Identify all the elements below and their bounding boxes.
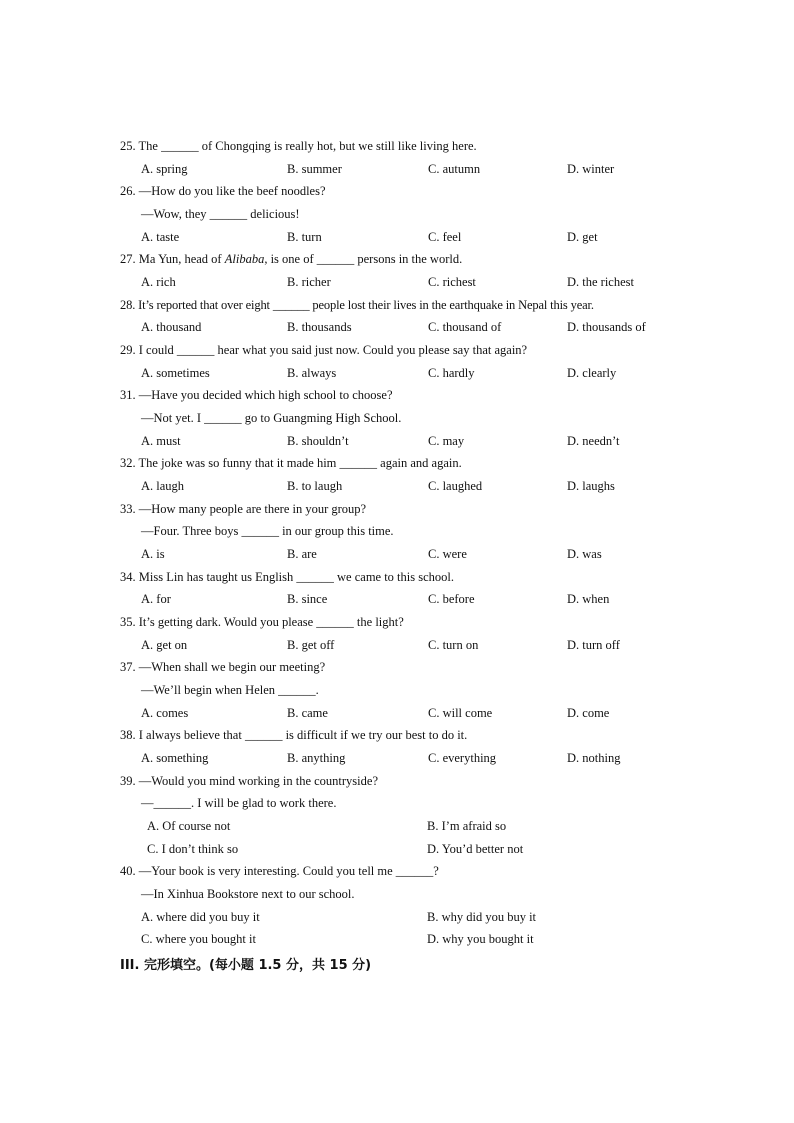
question-33-line2: —Four. Three boys ______ in our group this time. (141, 524, 394, 538)
question-32-stem: 32. The joke was so funny that it made him ______ again and again. (120, 456, 462, 470)
question-33-stem: 33. —How many people are there in your group? (120, 502, 367, 516)
question-25-stem: 25. The ______ of Chongqing is really hot, but we still like living here. (120, 139, 477, 153)
question-37-line2: —We’ll begin when Helen ______. (141, 683, 319, 697)
question-29-option-a: A. sometimes (141, 366, 210, 380)
question-31-option-a: A. must (141, 434, 181, 448)
question-26-option-b: B. turn (287, 230, 322, 244)
question-38-option-a: A. something (141, 751, 209, 765)
question-25-option-a: A. spring (141, 162, 188, 176)
question-34-option-d: D. when (567, 592, 610, 606)
question-34-option-c: C. before (428, 592, 475, 606)
question-35-stem: 35. It’s getting dark. Would you please ______ the light? (120, 615, 404, 629)
question-29-option-d: D. clearly (567, 366, 617, 380)
question-39-option-d: D. You’d better not (427, 842, 524, 856)
question-26-option-d: D. get (567, 230, 598, 244)
question-27-option-d: D. the richest (567, 275, 634, 289)
question-39-option-a: A. Of course not (147, 819, 231, 833)
question-27-stem-pre: 27. Ma Yun, head of (120, 252, 225, 266)
question-26-line2: —Wow, they ______ delicious! (141, 207, 300, 221)
question-32-option-a: A. laugh (141, 479, 185, 493)
question-33-option-d: D. was (567, 547, 602, 561)
question-40-stem: 40. —Your book is very interesting. Could you tell me ______? (120, 864, 439, 878)
question-35-option-b: B. get off (287, 638, 335, 652)
question-40-option-d: D. why you bought it (427, 932, 534, 946)
question-40-option-c: C. where you bought it (141, 932, 256, 946)
question-28-option-c: C. thousand of (428, 320, 502, 334)
question-39-option-c: C. I don’t think so (147, 842, 239, 856)
question-26-stem: 26. —How do you like the beef noodles? (120, 184, 326, 198)
question-26-option-c: C. feel (428, 230, 462, 244)
question-37-option-b: B. came (287, 706, 328, 720)
question-40-line2: —In Xinhua Bookstore next to our school. (141, 887, 355, 901)
question-27-stem (120, 251, 462, 267)
question-28-stem: 28. It’s reported that over eight ______ people lost their lives in the earthquake in Nepal this year. (120, 298, 594, 312)
question-28-option-a: A. thousand (141, 320, 202, 334)
question-32-option-b: B. to laugh (287, 479, 343, 493)
question-27-stem-italic: Alibaba (224, 252, 265, 266)
section-3-heading: III. 完形填空。(每小题 1.5 分，共 15 分) (120, 958, 372, 973)
question-27-stem-post: , is one of ______ persons in the world. (264, 252, 463, 266)
question-27-option-c: C. richest (428, 275, 476, 289)
question-35-option-c: C. turn on (428, 638, 479, 652)
question-29-stem: 29. I could ______ hear what you said just now. Could you please say that again? (120, 343, 528, 357)
question-31-option-b: B. shouldn’t (287, 434, 349, 448)
question-27-option-b: B. richer (287, 275, 331, 289)
question-26-option-a: A. taste (141, 230, 180, 244)
question-35-option-d: D. turn off (567, 638, 620, 652)
question-37-option-a: A. comes (141, 706, 189, 720)
question-28-option-d: D. thousands of (567, 320, 646, 334)
question-37-option-d: D. come (567, 706, 610, 720)
question-39-line2: —______. I will be glad to work there. (141, 796, 337, 810)
question-35-option-a: A. get on (141, 638, 188, 652)
question-25-option-c: C. autumn (428, 162, 481, 176)
question-34-option-b: B. since (287, 592, 328, 606)
question-37-stem: 37. —When shall we begin our meeting? (120, 660, 326, 674)
question-32-option-d: D. laughs (567, 479, 615, 493)
question-34-stem: 34. Miss Lin has taught us English ______ we came to this school. (120, 570, 455, 584)
question-33-option-c: C. were (428, 547, 467, 561)
question-25-option-d: D. winter (567, 162, 615, 176)
question-38-option-b: B. anything (287, 751, 346, 765)
question-25-option-b: B. summer (287, 162, 342, 176)
question-39-option-b: B. I’m afraid so (427, 819, 507, 833)
question-29-option-c: C. hardly (428, 366, 475, 380)
question-31-option-c: C. may (428, 434, 465, 448)
question-33-option-a: A. is (141, 547, 165, 561)
question-31-stem: 31. —Have you decided which high school to choose? (120, 388, 393, 402)
question-38-option-c: C. everything (428, 751, 497, 765)
question-31-option-d: D. needn’t (567, 434, 620, 448)
question-39-stem: 39. —Would you mind working in the countryside? (120, 774, 378, 788)
question-40-option-a: A. where did you buy it (141, 910, 260, 924)
question-37-option-c: C. will come (428, 706, 493, 720)
question-34-option-a: A. for (141, 592, 171, 606)
question-28-option-b: B. thousands (287, 320, 352, 334)
question-27-option-a: A. rich (141, 275, 176, 289)
question-33-option-b: B. are (287, 547, 317, 561)
question-29-option-b: B. always (287, 366, 337, 380)
question-38-option-d: D. nothing (567, 751, 621, 765)
question-32-option-c: C. laughed (428, 479, 483, 493)
question-38-stem: 38. I always believe that ______ is difficult if we try our best to do it. (120, 728, 468, 742)
question-31-line2: —Not yet. I ______ go to Guangming High School. (141, 411, 402, 425)
question-40-option-b: B. why did you buy it (427, 910, 537, 924)
